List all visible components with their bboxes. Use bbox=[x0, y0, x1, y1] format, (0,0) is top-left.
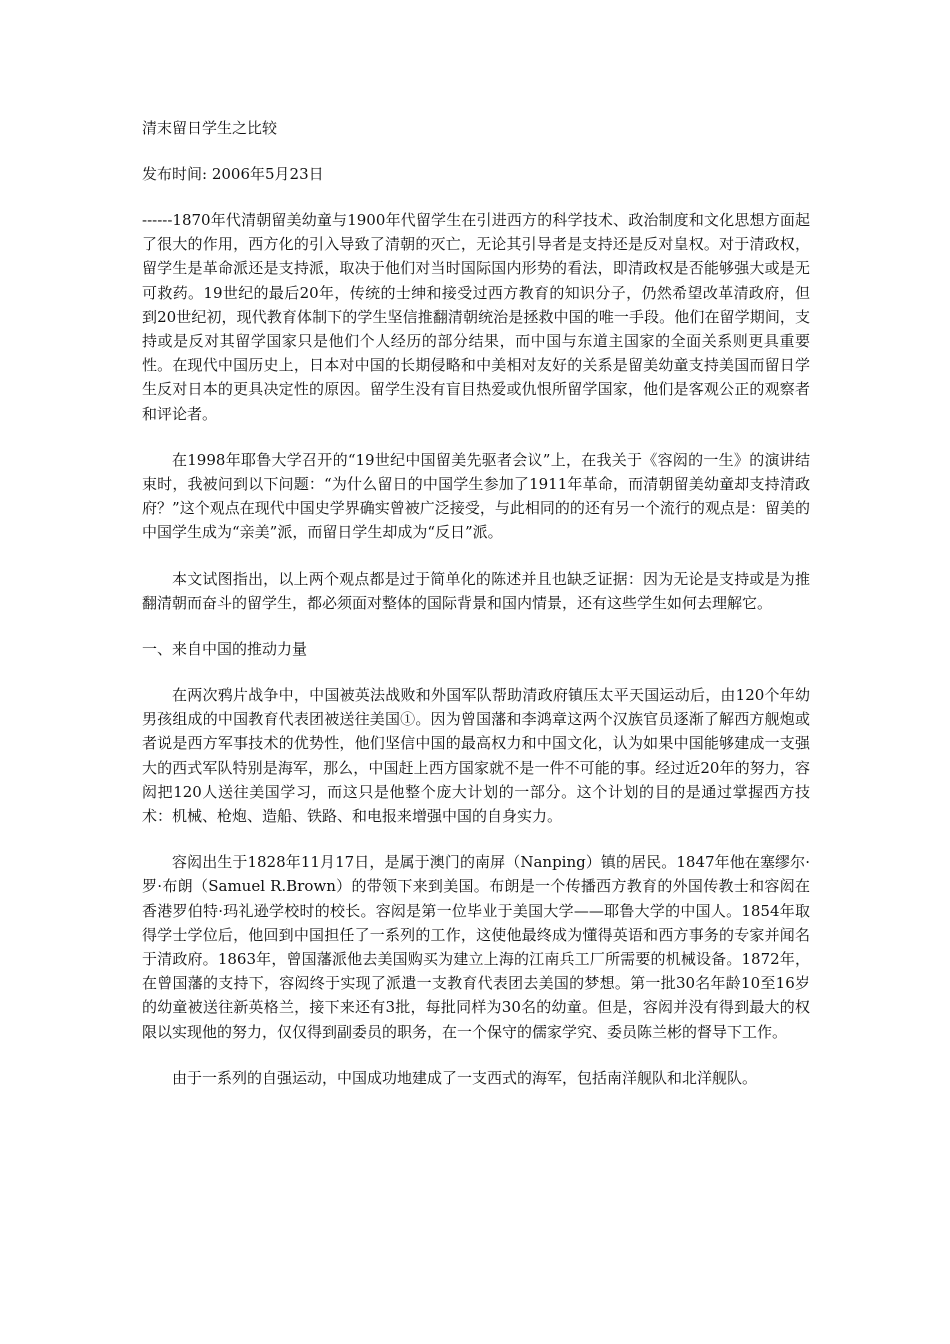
document-page bbox=[142, 116, 810, 1090]
body-paragraph-1: 在1998年耶鲁大学召开的“19世纪中国留美先驱者会议”上，在我关于《容闳的一生》的演讲结束时，我被问到以下问题：“为什么留日的中国学生参加了1911年革命，而清朝留美幼童却支持清政府？”这个观点在现代中国史学界确实曾被广泛接受，与此相同的的还有另一个流行的观点是：留美的中国学生成为“亲美”派，而留日学生却成为“反日”派。 bbox=[142, 450, 810, 542]
publish-date: 发布时间: 2006年5月23日 bbox=[142, 165, 324, 183]
body-paragraph-4: 容闳出生于1828年11月17日，是属于澳门的南屏（Nanping）镇的居民。1847年他在塞缪尔·罗·布朗（Samuel R.Brown）的带领下来到美国。布朗是一个传播西方教育的外国传教士和容闳在香港罗伯特·玛礼逊学校时的校长。容闳是第一位毕业于美国大学——耶鲁大学的中国人。1854年取得学士学位后，他回到中国担任了一系列的工作，这使他最终成为懂得英语和西方事务的专家并闻名于清政府。1863年，曾国藩派他去美国购买为建立上海的江南兵工厂所需要的机械设备。1872年，在曾国藩的支持下，容闳终于实现了派遣一支教育代表团去美国的梦想。第一批30名年龄10至16岁的幼童被送往新英格兰，接下来还有3批，每批同样为30名的幼童。但是，容闳并没有得到最大的权限以实现他的努力，仅仅得到副委员的职务，在一个保守的儒家学究、委员陈兰彬的督导下工作。 bbox=[142, 853, 810, 1041]
body-paragraph-2: 本文试图指出，以上两个观点都是过于简单化的陈述并且也缺乏证据：因为无论是支持或是为推翻清朝而奋斗的留学生，都必须面对整体的国际背景和国内情景，还有这些学生如何去理解它。 bbox=[142, 569, 810, 612]
abstract-paragraph: ------1870年代清朝留美幼童与1900年代留学生在引进西方的科学技术、政治制度和文化思想方面起了很大的作用，西方化的引入导致了清朝的灭亡，无论其引导者是支持还是反对皇权。对于清政权，留学生是革命派还是支持派，取决于他们对当时国际国内形势的看法，即清政权是否能够强大或是无可救药。19世纪的最后20年，传统的士绅和接受过西方教育的知识分子，仍然希望改革清政府，但到20世纪初，现代教育体制下的学生坚信推翻清朝统治是拯救中国的唯一手段。他们在留学期间，支持或是反对其留学国家只是他们个人经历的部分结果，而中国与东道主国家的全面关系则更具重要性。在现代中国历史上，日本对中国的长期侵略和中美相对友好的关系是留美幼童支持美国而留日学生反对日本的更具决定性的原因。留学生没有盲目热爱或仇恨所留学国家，他们是客观公正的观察者和评论者。 bbox=[142, 211, 810, 423]
article-title: 清末留日学生之比较 bbox=[142, 119, 278, 137]
section-heading-1: 一、来自中国的推动力量 bbox=[142, 640, 308, 659]
body-paragraph-3: 在两次鸦片战争中，中国被英法战败和外国军队帮助清政府镇压太平天国运动后，由120个年幼男孩组成的中国教育代表团被送往美国①。因为曾国藩和李鸿章这两个汉族官员逐渐了解西方舰炮或者说是西方军事技术的优势性，他们坚信中国的最高权力和中国文化，认为如果中国能够建成一支强大的西式军队特别是海军，那么，中国赶上西方国家就不是一件不可能的事。经过近20年的努力，容闳把120人送往美国学习，而这只是他整个庞大计划的一部分。这个计划的目的是通过掌握西方技术：机械、枪炮、造船、铁路、和电报来增强中国的自身实力。 bbox=[142, 686, 810, 826]
body-paragraph-5: 由于一系列的自强运动，中国成功地建成了一支西式的海军，包括南洋舰队和北洋舰队。 bbox=[172, 1068, 758, 1087]
